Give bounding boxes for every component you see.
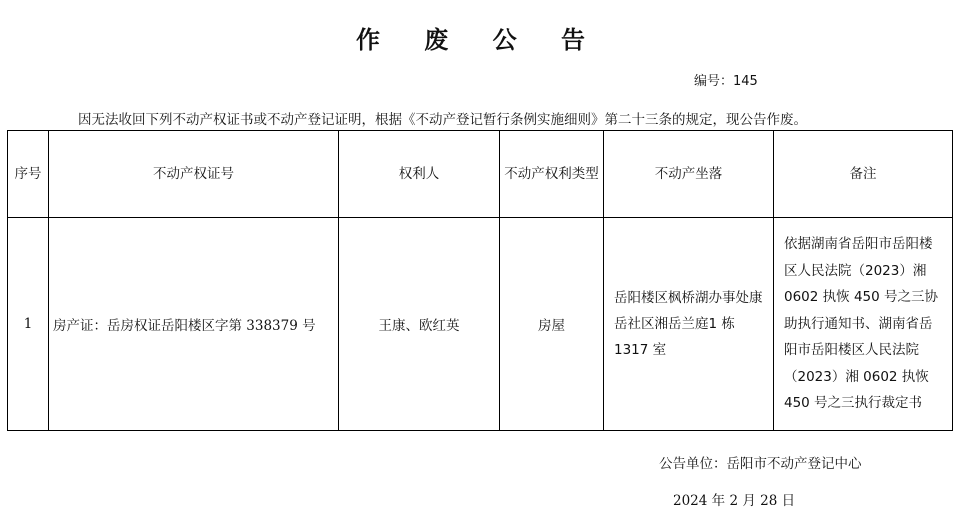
table-row	[8, 218, 953, 431]
cell-location: 岳阳楼区枫桥湖办事处康岳社区湘岳兰庭1 栋 1317 室	[604, 218, 774, 431]
cell-certificate: 房产证：岳房权证岳阳楼区字第 338379 号	[49, 218, 339, 431]
header-index: 序号	[8, 131, 49, 218]
header-certificate: 不动产权证号	[49, 131, 339, 218]
notice-title: 作 废 公 告	[355, 26, 604, 54]
header-right-type: 不动产权利类型	[500, 131, 604, 218]
notice-number: 编号：145	[694, 74, 758, 89]
records-table	[7, 130, 953, 431]
notice-intro: 因无法收回下列不动产权证书或不动产登记证明，根据《不动产登记暂行条例实施细则》第二十三条的规定，现公告作废。	[78, 112, 807, 128]
cell-index: 1	[8, 218, 49, 431]
header-holder: 权利人	[339, 131, 500, 218]
cell-holder: 王康、欧红英	[339, 218, 500, 431]
issuer-line: 公告单位：岳阳市不动产登记中心	[659, 456, 862, 472]
cell-right-type: 房屋	[500, 218, 604, 431]
notice-date: 2024 年 2 月 28 日	[673, 493, 796, 509]
header-location: 不动产坐落	[604, 131, 774, 218]
header-remark: 备注	[774, 131, 953, 218]
cell-remark: 依据湖南省岳阳市岳阳楼区人民法院（2023）湘 0602 执恢 450 号之三协助执行通知书、湖南省岳阳市岳阳楼区人民法院（2023）湘 0602 执恢 450 号之三执行裁定书	[774, 218, 953, 431]
table-header-row	[8, 131, 953, 218]
